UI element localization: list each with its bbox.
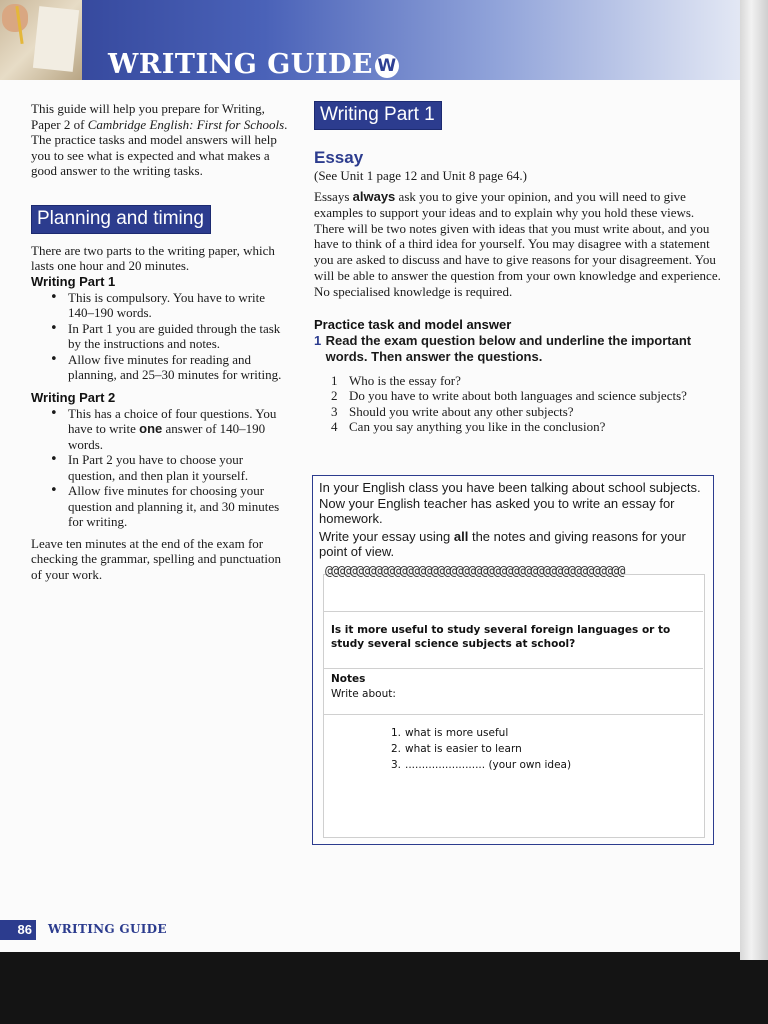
part1-subheading: Writing Part 1	[31, 273, 116, 289]
question-number: 4	[331, 419, 338, 435]
essay-question: Is it more useful to study several foreign languages or to study several science subjects at school?	[331, 624, 671, 650]
essay-heading: Essay	[314, 148, 364, 167]
notebook-rule	[323, 668, 703, 669]
list-item: • Allow five minutes for reading and planning, and 25–30 minutes for writing.	[68, 352, 293, 383]
note-number: 3.	[391, 759, 402, 771]
right-column	[314, 101, 726, 435]
part1-bullets	[31, 290, 293, 383]
page-title	[108, 50, 399, 80]
essay-description	[314, 189, 726, 300]
notes-heading: Notes	[331, 673, 366, 685]
list-item: • This is compulsory. You have to write 140–190 words.	[68, 290, 293, 321]
question-text: Do you have to write about both languages and science subjects?	[349, 388, 687, 404]
question-text: Who is the essay for?	[349, 372, 461, 388]
header-banner	[0, 0, 756, 80]
unit-reference: (See Unit 1 page 12 and Unit 8 page 64.)	[314, 168, 528, 183]
question-number: 2	[331, 388, 338, 404]
intro-text-italic: Cambridge English: First for Schools	[87, 116, 285, 132]
question-number: 1	[331, 372, 338, 388]
task-box-line2	[319, 529, 709, 560]
page-title-text: WRITING GUIDE	[108, 49, 373, 80]
essay-para-b: ask you to give your opinion, and you will need to give examples to support your ideas and to explain why you hold these views. There will be two notes given with ideas that you must write about, and you have to think of a third idea for yourself. You may disagree with a statement you are asked to discuss and have to give reasons for your disagreement. You will be able to answer the question from your own knowledge and experience. No specialised knowledge is required.	[314, 189, 721, 299]
question-number: 3	[331, 403, 338, 419]
writing-part1-tag: Writing Part 1	[314, 101, 442, 130]
list-item	[331, 404, 726, 420]
notes-write-about: Write about:	[331, 688, 396, 700]
list-item	[391, 741, 571, 757]
list-item	[331, 388, 726, 404]
note-text: what is more useful	[405, 727, 509, 739]
line2-a: Write your essay using	[319, 528, 454, 544]
task-text: Read the exam question below and underline the important words. Then answer the questions.	[325, 332, 692, 364]
intro-paragraph	[31, 101, 293, 179]
question-text: Should you write about any other subjects?	[349, 403, 574, 419]
header-photo	[0, 0, 82, 80]
notebook-rule	[323, 611, 703, 612]
list-item	[331, 373, 726, 389]
task-number: 1	[314, 332, 322, 348]
intro-text-b: . The practice tasks and model answers will help you to see what is expected and what makes a good answer to the writing tasks.	[31, 116, 288, 178]
essay-para-a: Essays	[314, 189, 353, 204]
task-box-line1: In your English class you have been talking about school subjects. Now your English teacher has asked you to write an essay for homework.	[319, 480, 701, 526]
essay-para-bold: always	[352, 189, 396, 204]
list-item: • Allow five minutes for choosing your question and planning it, and 30 minutes for writing.	[68, 483, 293, 530]
planning-heading: Planning and timing	[31, 205, 211, 234]
part2-b1-b: answer of 140–190 words.	[68, 421, 266, 452]
list-item	[391, 725, 571, 741]
task-box-instructions	[319, 480, 709, 560]
notebook-page	[323, 574, 705, 838]
planning-closing: Leave ten minutes at the end of the exam for checking the grammar, spelling and punctuation of your work.	[31, 535, 282, 582]
photo-paper	[33, 6, 79, 72]
notebook-rule	[323, 714, 703, 715]
line2-b: the notes and giving reasons for your point of view.	[319, 528, 686, 559]
list-item: • In Part 1 you are guided through the task by the instructions and notes.	[68, 321, 293, 352]
part2-b1-a: This has a choice of four questions. You have to write	[68, 405, 277, 436]
part2-subheading: Writing Part 2	[31, 389, 116, 405]
part2-b1-bold: one	[139, 421, 163, 436]
notes-list	[391, 725, 571, 773]
intro-text-a: This guide will help you prepare for Writing, Paper 2 of	[31, 101, 265, 132]
task-instruction	[314, 333, 726, 365]
book-spine	[740, 0, 768, 960]
list-item	[68, 406, 293, 453]
notebook-spiral-icon: @@@@@@@@@@@@@@@@@@@@@@@@@@@@@@@@@@@@@@@@@@@@@@@@	[325, 564, 624, 578]
part2-bullets	[31, 406, 293, 530]
note-number: 2.	[391, 743, 402, 755]
note-number: 1.	[391, 727, 402, 739]
writing-badge-icon: W	[375, 54, 399, 78]
question-text: Can you say anything you like in the conclusion?	[349, 419, 606, 435]
exam-task-box	[312, 475, 714, 845]
list-item	[391, 757, 571, 773]
note-text: ........................ (your own idea)	[405, 759, 572, 771]
planning-intro: There are two parts to the writing paper, which lasts one hour and 20 minutes.	[31, 242, 275, 273]
note-text: what is easier to learn	[405, 743, 522, 755]
line2-bold: all	[453, 528, 469, 544]
page-number: 86	[0, 920, 36, 940]
question-list	[314, 373, 726, 435]
left-column	[31, 101, 293, 582]
practice-heading: Practice task and model answer	[314, 316, 512, 332]
list-item	[331, 419, 726, 435]
footer-label: WRITING GUIDE	[48, 922, 167, 936]
list-item: • In Part 2 you have to choose your question, and then plan it yourself.	[68, 452, 293, 483]
